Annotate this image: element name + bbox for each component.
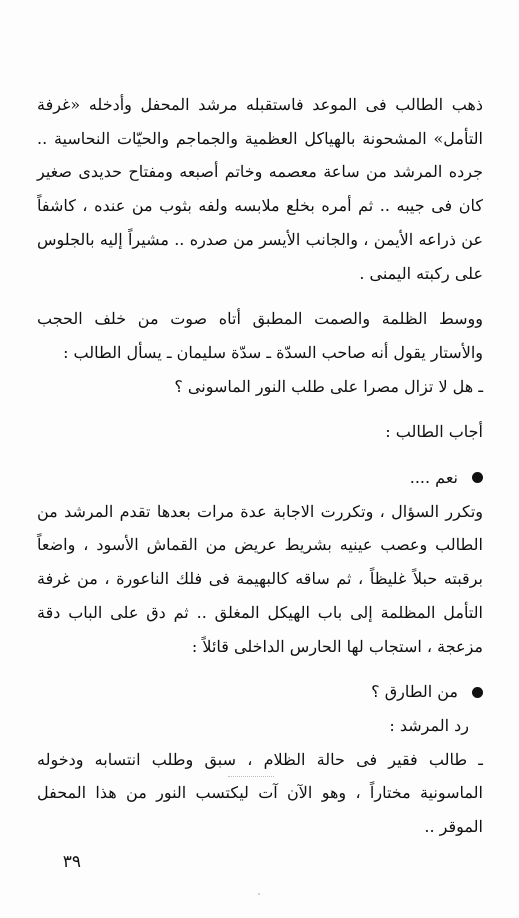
bullet-answer-yes: [37, 461, 483, 495]
page-number: ٣٩: [62, 852, 81, 872]
paragraph-repeated-question: وتكرر السؤال ، وتكررت الاجابة عدة مرات بعدها تقدم المرشد من الطالب وعصب عينيه بشريط عريض من القماش الأسود ، واضعاً برقبته حبلاً غليظاً ، ثم ساقه كالبهيمة فى فلك الناعورة ، من غرفة التأمل المظلمة إلى باب الهيكل المغلق .. ثم دق على الباب دقة مزعجة ، استجاب لها الحارس الداخلى قائلاً :: [37, 501, 484, 656]
paragraph-poor-student: ـ طالب فقير فى حالة الظلام ، سبق وطلب انتسابه ودخوله الماسونية مختاراً ، وهو الآن آت ليكتسب النور من هذا المحفل الموقر ..: [37, 749, 483, 837]
faint-dotted-mark: [228, 776, 274, 777]
page-body: [37, 88, 483, 844]
bullet-who-knocks: [37, 675, 483, 709]
bullet-answer-text: نعم ....: [409, 468, 458, 488]
paragraph-question: ـ هل لا تزال مصرا على طلب النور الماسونى ؟: [174, 376, 483, 396]
bullet-dot-icon: [472, 687, 483, 698]
paragraph-initiation-room: ذهب الطالب فى الموعد فاستقبله مرشد المحفل وأدخله «غرفة التأمل» المشحونة بالهياكل العظمية والجماجم والحيّات النحاسية .. جرده المرشد من ساعة معصمه وخاتم أصبعه ومفتاح حديدى صغير كان فى جيبه .. ثم أمره بخلع ملابسه ولفه بثوب من عنده ، كاشفاً عن ذراعه الأيمن ، والجانب الأيسر من صدره .. مشيراً إليه بالجلوس على ركبته اليمنى .: [37, 95, 483, 283]
paragraph-voice-from-veils: ووسط الظلمة والصمت المطبق أتاه صوت من خلف الحجب والأستار يقول أنه صاحب السدّة ـ سدّة سليمان ـ يسأل الطالب :: [37, 309, 483, 362]
paragraph-guide-replied: رد المرشد :: [389, 715, 469, 735]
bullet-who-knocks-text: من الطارق ؟: [371, 682, 458, 702]
paragraph-student-answered: أجاب الطالب :: [385, 422, 483, 442]
paper-speck: [258, 893, 260, 895]
bullet-dot-icon: [472, 472, 483, 483]
